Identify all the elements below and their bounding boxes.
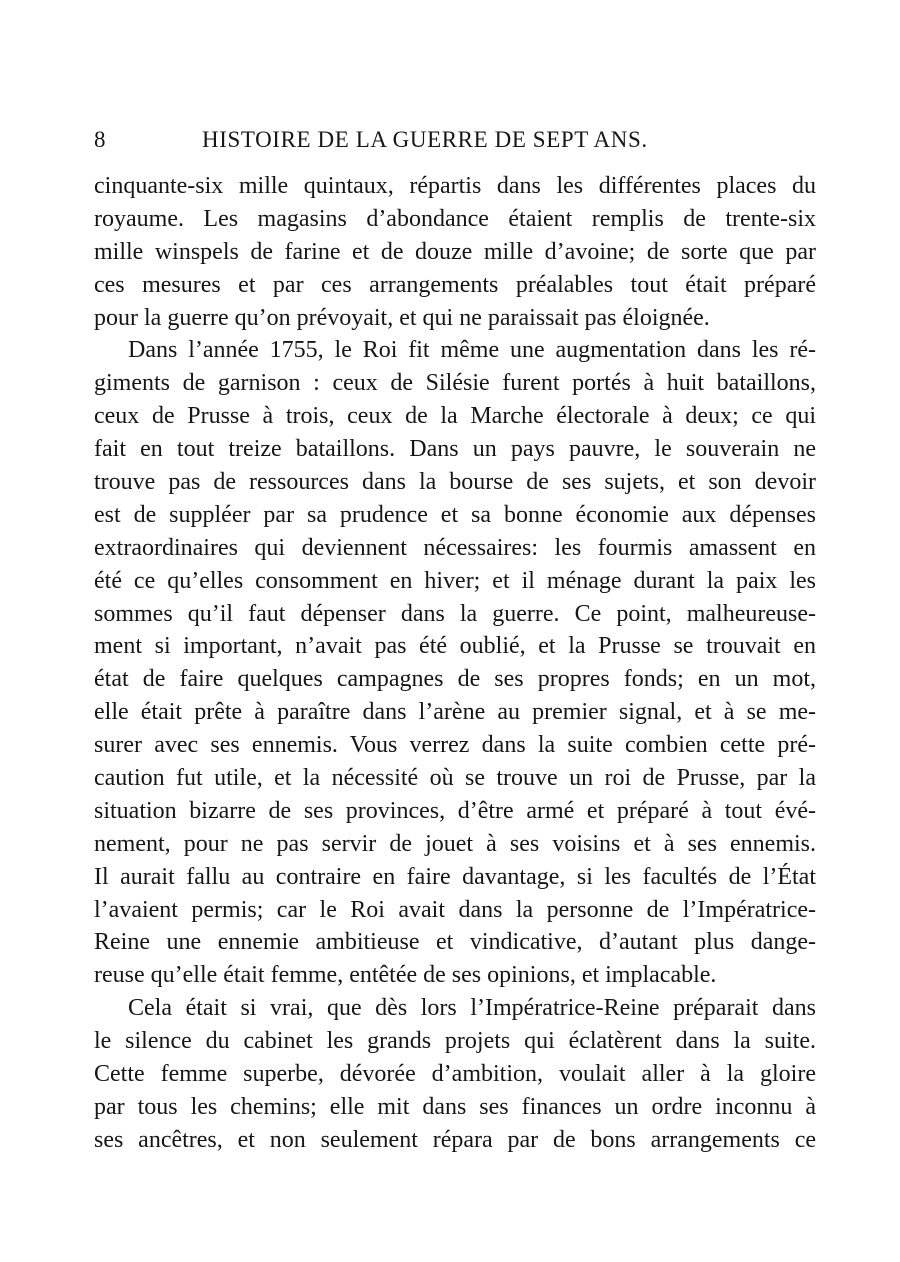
text-line: surer avec ses ennemis. Vous verrez dans la suite combien cette pré- bbox=[94, 732, 816, 759]
text-line: nement, pour ne pas servir de jouet à ses voisins et à ses ennemis. bbox=[94, 830, 816, 857]
text-line: ses ancêtres, et non seulement répara par de bons arrangements ce bbox=[94, 1126, 816, 1153]
text-line: le silence du cabinet les grands projets qui éclatèrent dans la suite. bbox=[94, 1028, 816, 1055]
text-line: l’avaient permis; car le Roi avait dans la personne de l’Impératrice- bbox=[94, 896, 816, 923]
text-line: sommes qu’il faut dépenser dans la guerre. Ce point, malheureuse- bbox=[94, 600, 816, 627]
text-line: trouve pas de ressources dans la bourse de ses sujets, et son devoir bbox=[94, 469, 816, 496]
text-line: fait en tout treize bataillons. Dans un pays pauvre, le souverain ne bbox=[94, 436, 816, 463]
text-line: cinquante-six mille quintaux, répartis dans les différentes places du bbox=[94, 173, 816, 199]
text-line: est de suppléer par sa prudence et sa bonne économie aux dépenses bbox=[94, 501, 816, 528]
text-line: situation bizarre de ses provinces, d’être armé et préparé à tout évé- bbox=[94, 797, 816, 824]
body-text bbox=[94, 170, 816, 1157]
text-line: mille winspels de farine et de douze mille d’avoine; de sorte que par bbox=[94, 238, 816, 265]
text-line: ceux de Prusse à trois, ceux de la Marche électorale à deux; ce qui bbox=[94, 403, 816, 430]
running-title: HISTOIRE DE LA GUERRE DE SEPT ANS. bbox=[202, 127, 648, 152]
page-number: 8 bbox=[94, 127, 106, 152]
text-line: Cette femme superbe, dévorée d’ambition, voulait aller à la gloire bbox=[94, 1061, 816, 1088]
text-line: extraordinaires qui deviennent nécessaires: les fourmis amassent en bbox=[94, 534, 816, 561]
text-line: elle était prête à paraître dans l’arène au premier signal, et à se me- bbox=[94, 699, 816, 726]
text-line: par tous les chemins; elle mit dans ses finances un ordre inconnu à bbox=[94, 1093, 816, 1120]
text-line: reuse qu’elle était femme, entêtée de ses opinions, et implacable. bbox=[94, 962, 717, 989]
text-line: ment si important, n’avait pas été oublié, et la Prusse se trouvait en bbox=[94, 633, 816, 660]
text-line: Dans l’année 1755, le Roi fit même une augmentation dans les ré- bbox=[128, 337, 816, 364]
text-line: giments de garnison : ceux de Silésie furent portés à huit bataillons, bbox=[94, 370, 816, 397]
text-line: état de faire quelques campagnes de ses propres fonds; en un mot, bbox=[94, 666, 816, 693]
text-line: Cela était si vrai, que dès lors l’Impératrice-Reine préparait dans bbox=[128, 995, 816, 1022]
running-head bbox=[94, 122, 696, 158]
text-line: ces mesures et par ces arrangements préalables tout était préparé bbox=[94, 271, 816, 298]
text-line: Reine une ennemie ambitieuse et vindicative, d’autant plus dange- bbox=[94, 929, 816, 956]
text-line: caution fut utile, et la nécessité où se trouve un roi de Prusse, par la bbox=[94, 765, 816, 792]
text-line: Il aurait fallu au contraire en faire davantage, si les facultés de l’État bbox=[94, 863, 816, 890]
text-line: royaume. Les magasins d’abondance étaient remplis de trente-six bbox=[94, 205, 816, 232]
text-line: été ce qu’elles consomment en hiver; et il ménage durant la paix les bbox=[94, 567, 816, 594]
text-line: pour la guerre qu’on prévoyait, et qui ne paraissait pas éloignée. bbox=[94, 304, 710, 331]
